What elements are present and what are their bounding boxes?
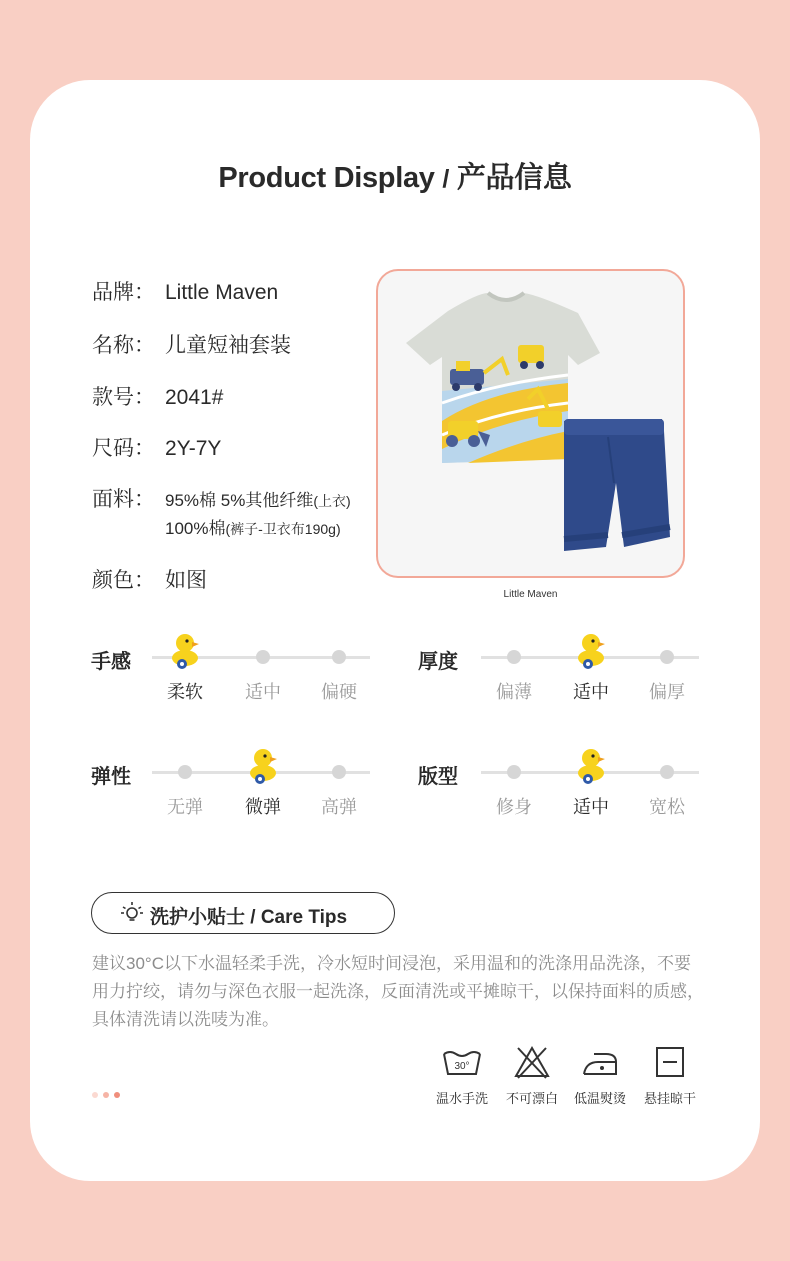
pager-dot bbox=[114, 1092, 120, 1098]
scale-label: 厚度 bbox=[418, 651, 458, 673]
info-fabric-line2 bbox=[165, 514, 341, 539]
scale-dot bbox=[256, 650, 270, 664]
scale-option: 偏硬 bbox=[321, 682, 357, 702]
care-label: 不可漂白 bbox=[505, 1091, 558, 1106]
scale-option: 偏薄 bbox=[496, 682, 532, 702]
scale-option: 微弹 bbox=[245, 797, 281, 817]
info-style bbox=[92, 381, 223, 411]
info-value: Little Maven bbox=[165, 281, 279, 304]
scale-dot bbox=[507, 765, 521, 779]
info-key: 品牌： bbox=[92, 281, 155, 304]
scale-label: 手感 bbox=[91, 651, 131, 673]
info-fabric-line1 bbox=[165, 486, 351, 511]
info-key: 款号： bbox=[92, 386, 155, 409]
photo-caption: Little Maven bbox=[503, 589, 558, 600]
scale-dot bbox=[332, 765, 346, 779]
info-brand bbox=[92, 276, 278, 306]
scale-option: 无弹 bbox=[167, 797, 203, 817]
care-label: 温水手洗 bbox=[435, 1091, 488, 1106]
duck-marker-icon bbox=[574, 630, 608, 670]
no-bleach-icon bbox=[510, 1044, 554, 1080]
pager-dot bbox=[103, 1092, 109, 1098]
scale-label: 弹性 bbox=[91, 766, 131, 788]
scale-option: 适中 bbox=[573, 682, 609, 702]
scale-option: 高弹 bbox=[321, 797, 357, 817]
scale-option: 适中 bbox=[245, 682, 281, 702]
duck-marker-icon bbox=[168, 630, 202, 670]
info-name bbox=[92, 329, 291, 359]
low-iron-icon bbox=[578, 1044, 622, 1080]
info-size bbox=[92, 432, 221, 462]
care-label: 悬挂晾干 bbox=[643, 1091, 696, 1106]
scale-option: 宽松 bbox=[649, 797, 685, 817]
info-key: 尺码： bbox=[92, 437, 155, 460]
duck-marker-icon bbox=[574, 745, 608, 785]
lightbulb-icon bbox=[120, 900, 144, 926]
care-tips-heading: 洗护小贴士 / Care Tips bbox=[150, 907, 348, 928]
hand-wash-30-icon bbox=[440, 1044, 484, 1080]
scale-option: 柔软 bbox=[167, 682, 203, 702]
fabric-bottom: 100%棉 bbox=[165, 519, 226, 538]
scale-dot bbox=[660, 650, 674, 664]
hang-dry-icon bbox=[648, 1044, 692, 1080]
outfit-illustration bbox=[378, 271, 685, 578]
scale-label: 版型 bbox=[418, 766, 458, 788]
info-value: 2Y-7Y bbox=[165, 437, 222, 460]
info-fabric-key: 面料： bbox=[92, 488, 155, 511]
fabric-top-note: (上衣) bbox=[313, 493, 351, 509]
scale-option: 偏厚 bbox=[649, 682, 685, 702]
product-photo bbox=[376, 269, 685, 578]
scale-option: 适中 bbox=[573, 797, 609, 817]
scale-dot bbox=[178, 765, 192, 779]
fabric-bottom-note: (裤子-卫衣布190g) bbox=[225, 521, 341, 537]
scale-dot bbox=[332, 650, 346, 664]
pager-dot bbox=[92, 1092, 98, 1098]
scale-dot bbox=[660, 765, 674, 779]
page-title bbox=[0, 155, 790, 196]
care-tips-text: 建议30°C以下水温轻柔手洗，冷水短时间浸泡，采用温和的洗涤用品洗涤，不要用力拧绞，请勿与深色衣服一起洗涤，反面清洗或平摊晾干，以保持面料的质感，具体清洗请以洗唛为准。 bbox=[92, 954, 704, 1029]
info-key: 名称： bbox=[92, 334, 155, 357]
title-separator: / bbox=[442, 165, 450, 193]
title-en: Product Display bbox=[218, 162, 435, 194]
wash-temp-label: 30° bbox=[454, 1061, 470, 1072]
info-color bbox=[92, 564, 207, 594]
info-value: 如图 bbox=[165, 569, 207, 592]
info-value: 2041# bbox=[165, 386, 224, 409]
fabric-top: 95%棉 5%其他纤维 bbox=[165, 491, 314, 510]
title-cn: 产品信息 bbox=[456, 162, 572, 194]
duck-marker-icon bbox=[246, 745, 280, 785]
scale-option: 修身 bbox=[496, 797, 532, 817]
info-value: 儿童短袖套装 bbox=[165, 334, 291, 357]
care-label: 低温熨烫 bbox=[573, 1091, 626, 1106]
scale-dot bbox=[507, 650, 521, 664]
info-key: 颜色： bbox=[92, 569, 155, 592]
